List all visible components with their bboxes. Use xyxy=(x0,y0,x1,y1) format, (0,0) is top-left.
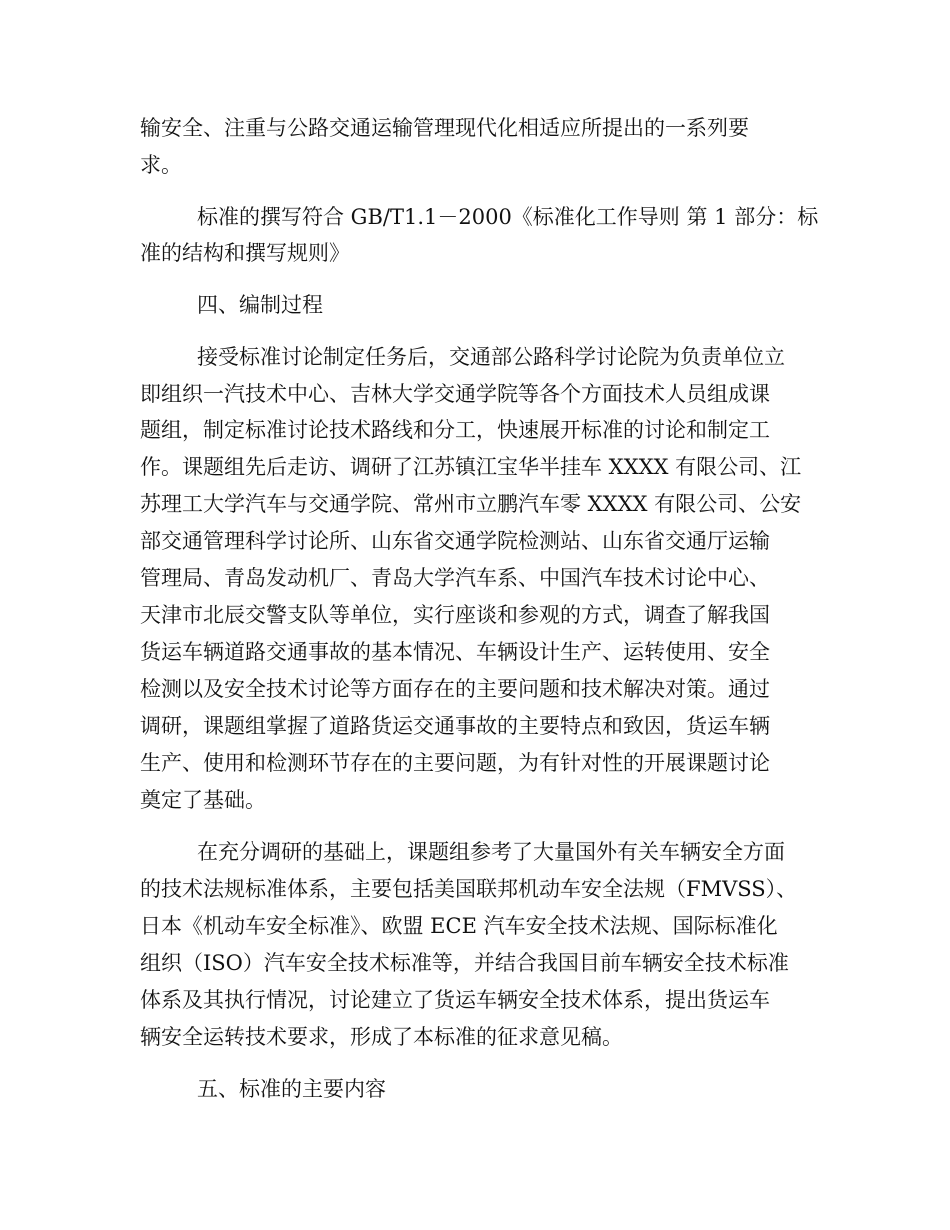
paragraph-line: 管理局、青岛发动机厂、青岛大学汽车系、中国汽车技术讨论中心、 xyxy=(140,566,770,590)
paragraph-line: 准的结构和撰写规则》 xyxy=(140,241,350,265)
paragraph-line: 奠定了基础。 xyxy=(140,788,266,812)
paragraph-line: 标准的撰写符合 GB/T1.1－2000《标准化工作导则 第 1 部分：标 xyxy=(197,205,819,229)
paragraph-line: 生产、使用和检测环节存在的主要问题，为有针对性的开展课题讨论 xyxy=(140,751,770,775)
paragraph-line: 的技术法规标准体系，主要包括美国联邦机动车安全法规（FMVSS）、 xyxy=(140,877,798,901)
section-heading: 五、标准的主要内容 xyxy=(197,1077,386,1101)
paragraph-line: 苏理工大学汽车与交通学院、常州市立鹏汽车零 XXXX 有限公司、公安 xyxy=(140,492,802,516)
paragraph-line: 求。 xyxy=(140,153,182,177)
paragraph-line: 辆安全运转技术要求，形成了本标准的征求意见稿。 xyxy=(140,1025,623,1049)
paragraph-line: 调研，课题组掌握了道路货运交通事故的主要特点和致因，货运车辆 xyxy=(140,714,770,738)
paragraph-line: 即组织一汽技术中心、吉林大学交通学院等各个方面技术人员组成课 xyxy=(140,382,770,406)
paragraph-line: 体系及其执行情况，讨论建立了货运车辆安全技术体系，提出货运车 xyxy=(140,988,770,1012)
paragraph-line: 题组，制定标准讨论技术路线和分工，快速展开标准的讨论和制定工 xyxy=(140,418,770,442)
paragraph-line: 输安全、注重与公路交通运输管理现代化相适应所提出的一系列要 xyxy=(140,116,749,140)
paragraph-line: 检测以及安全技术讨论等方面存在的主要问题和技术解决对策。通过 xyxy=(140,677,770,701)
paragraph-line: 天津市北辰交警支队等单位，实行座谈和参观的方式，调查了解我国 xyxy=(140,603,770,627)
paragraph-line: 日本《机动车安全标准》、欧盟 ECE 汽车安全技术法规、国际标准化 xyxy=(140,914,778,938)
paragraph-line: 在充分调研的基础上，课题组参考了大量国外有关车辆安全方面 xyxy=(197,840,785,864)
paragraph-line: 部交通管理科学讨论所、山东省交通学院检测站、山东省交通厅运输 xyxy=(140,529,770,553)
paragraph-line: 接受标准讨论制定任务后，交通部公路科学讨论院为负责单位立 xyxy=(197,345,785,369)
section-heading: 四、编制过程 xyxy=(197,293,323,317)
paragraph-line: 组织（ISO）汽车安全技术标准等，并结合我国目前车辆安全技术标准 xyxy=(140,951,789,975)
paragraph-line: 作。课题组先后走访、调研了江苏镇江宝华半挂车 XXXX 有限公司、江 xyxy=(140,455,802,479)
paragraph-line: 货运车辆道路交通事故的基本情况、车辆设计生产、运转使用、安全 xyxy=(140,640,770,664)
